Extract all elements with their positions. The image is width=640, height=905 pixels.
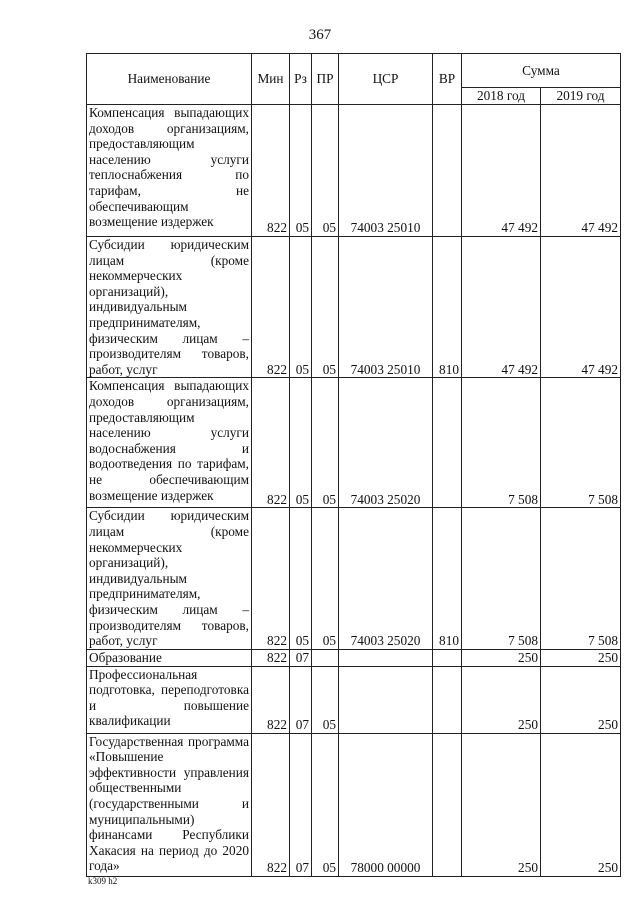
row-name: Компенсация выпадающих доходов организациям, предоставляющим населению услуги водоснабжения и водоотведения по тарифам, не обеспечивающим возмещение издержек [87, 378, 252, 508]
row-rz: 05 [290, 378, 312, 508]
header-vr: ВР [433, 54, 462, 105]
row-2019: 47 492 [541, 237, 621, 378]
budget-table [86, 53, 621, 877]
row-min: 822 [252, 666, 290, 733]
header-sum: Сумма [462, 54, 621, 88]
row-pr: 05 [312, 508, 339, 649]
table-row [87, 666, 621, 733]
row-vr [433, 105, 462, 237]
row-2019: 250 [541, 666, 621, 733]
row-min: 822 [252, 733, 290, 876]
row-name: Компенсация выпадающих доходов организациям, предоставляющим населению услуги теплоснабжения по тарифам, не обеспечивающим возмещение издержек [87, 105, 252, 237]
row-name: Образование [87, 649, 252, 666]
header-2019: 2019 год [541, 88, 621, 105]
row-2018: 7 508 [462, 508, 541, 649]
row-2019: 7 508 [541, 378, 621, 508]
header-pr: ПР [312, 54, 339, 105]
table-row [87, 237, 621, 378]
row-vr [433, 378, 462, 508]
row-2019: 47 492 [541, 105, 621, 237]
row-pr: 05 [312, 237, 339, 378]
table-row [87, 733, 621, 876]
row-name: Профессиональная подготовка, переподготовка и повышение квалификации [87, 666, 252, 733]
row-vr: 810 [433, 237, 462, 378]
row-rz: 07 [290, 649, 312, 666]
row-rz: 05 [290, 508, 312, 649]
row-2018: 47 492 [462, 105, 541, 237]
row-csr: 74003 25020 [339, 378, 433, 508]
row-csr [339, 666, 433, 733]
row-2018: 250 [462, 666, 541, 733]
row-csr [339, 649, 433, 666]
header-rz: Рз [290, 54, 312, 105]
row-2018: 250 [462, 649, 541, 666]
row-rz: 05 [290, 237, 312, 378]
row-2018: 47 492 [462, 237, 541, 378]
row-2018: 250 [462, 733, 541, 876]
row-2019: 7 508 [541, 508, 621, 649]
row-min: 822 [252, 649, 290, 666]
row-min: 822 [252, 237, 290, 378]
page-number: 367 [308, 27, 332, 43]
table-row [87, 508, 621, 649]
row-rz: 05 [290, 105, 312, 237]
table-row [87, 378, 621, 508]
row-rz: 07 [290, 666, 312, 733]
header-min: Мин [252, 54, 290, 105]
table-row [87, 105, 621, 237]
header-2018: 2018 год [462, 88, 541, 105]
table-row [87, 649, 621, 666]
row-min: 822 [252, 378, 290, 508]
footer-code: k309 h2 [88, 876, 118, 886]
row-pr [312, 649, 339, 666]
row-min: 822 [252, 105, 290, 237]
row-name: Субсидии юридическим лицам (кроме некоммерческих организаций), индивидуальным предпринимателям, физическим лицам – производителям товаров, работ, услуг [87, 237, 252, 378]
row-pr: 05 [312, 666, 339, 733]
row-vr [433, 733, 462, 876]
row-pr: 05 [312, 105, 339, 237]
row-vr [433, 666, 462, 733]
row-2019: 250 [541, 649, 621, 666]
row-csr: 78000 00000 [339, 733, 433, 876]
row-2019: 250 [541, 733, 621, 876]
row-name: Государственная программа «Повышение эффективности управления общественными (государственными и муниципальными) финансами Республики Хакасия на период до 2020 года» [87, 733, 252, 876]
row-vr: 810 [433, 508, 462, 649]
header-csr: ЦСР [339, 54, 433, 105]
header-name: Наименование [87, 54, 252, 105]
row-csr: 74003 25010 [339, 105, 433, 237]
row-name: Субсидии юридическим лицам (кроме некоммерческих организаций), индивидуальным предпринимателям, физическим лицам – производителям товаров, работ, услуг [87, 508, 252, 649]
row-min: 822 [252, 508, 290, 649]
row-rz: 07 [290, 733, 312, 876]
row-pr: 05 [312, 378, 339, 508]
row-csr: 74003 25020 [339, 508, 433, 649]
row-2018: 7 508 [462, 378, 541, 508]
row-csr: 74003 25010 [339, 237, 433, 378]
row-vr [433, 649, 462, 666]
row-pr: 05 [312, 733, 339, 876]
